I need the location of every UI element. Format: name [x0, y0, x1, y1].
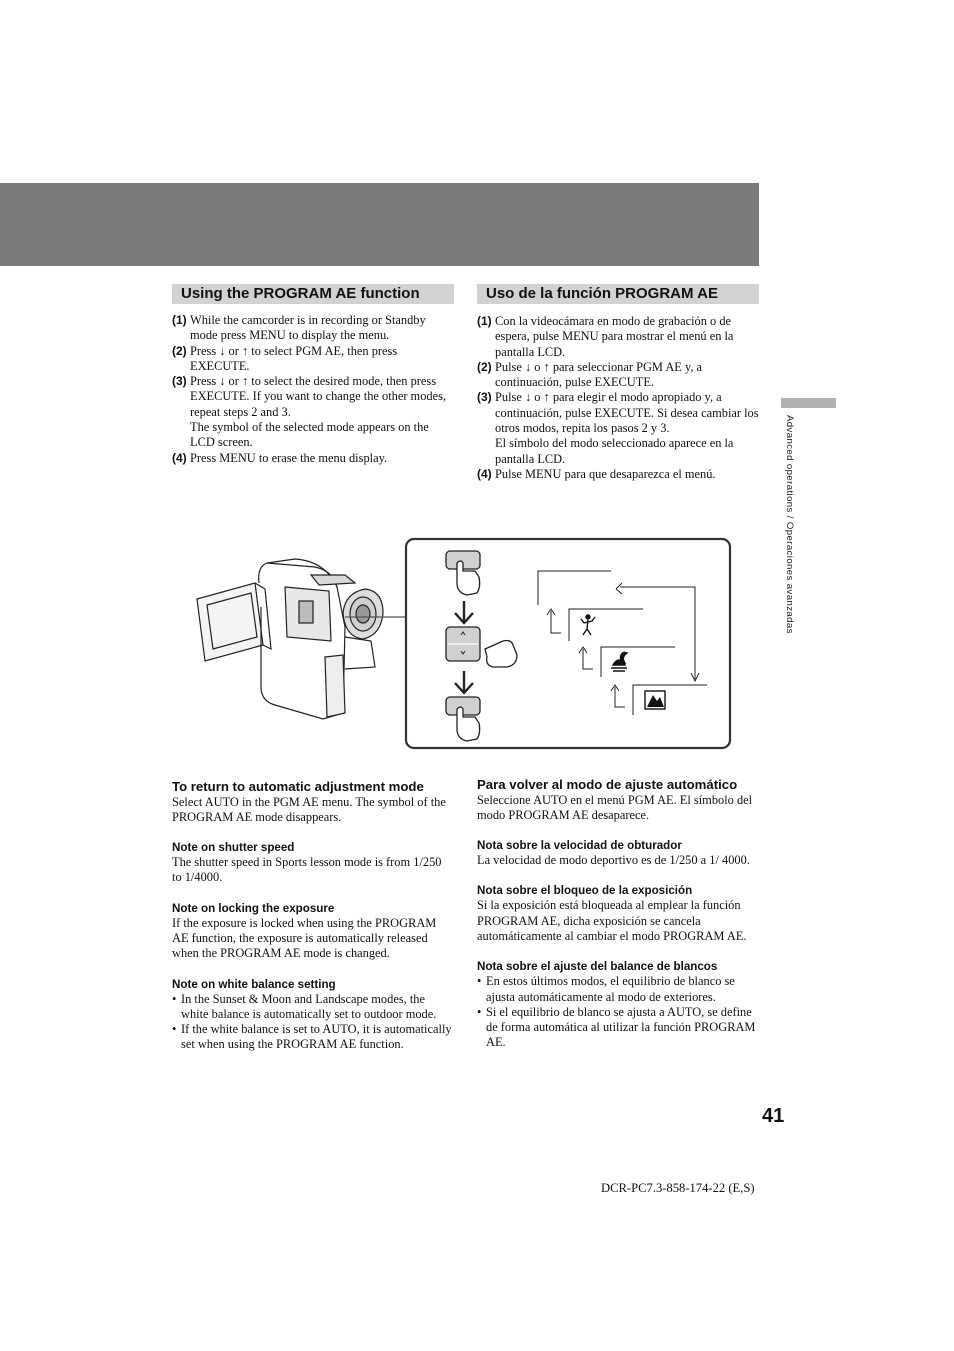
return-text: Seleccione AUTO en el menú PGM AE. El símbolo del modo PROGRAM AE desaparece.: [477, 792, 753, 822]
note-lock-heading: Nota sobre el bloqueo de la exposición: [477, 884, 693, 898]
step-item: (1) While the camcorder is in recording or Standby mode press MENU to display the menu.: [172, 313, 426, 343]
note-wb-heading: Note on white balance setting: [172, 977, 336, 991]
return-text: Select AUTO in the PGM AE menu. The symbol of the PROGRAM AE mode disappears.: [172, 794, 446, 824]
list-item: • Si el equilibrio de blanco se ajusta a AUTO, se define de forma automática al utilizar la función PROGRAM AE.: [477, 1005, 759, 1051]
spanish-notes: [477, 777, 759, 1051]
note-shutter-text: The shutter speed in Sports lesson mode is from 1/250 to 1/4000.: [172, 855, 442, 885]
english-column: [172, 284, 454, 466]
list-item: • In the Sunset & Moon and Landscape modes, the white balance is automatically set to outdoor mode.: [172, 992, 454, 1023]
english-heading: Using the PROGRAM AE function: [172, 284, 454, 304]
spanish-steps: [477, 314, 759, 482]
step-item: (1) Con la videocámara en modo de grabación o de espera, pulse MENU para mostrar el menú en la pantalla LCD.: [477, 314, 734, 359]
list-item: • En estos últimos modos, el equilibrio de blanco se ajusta automáticamente al modo de exteriores.: [477, 974, 759, 1005]
side-label: Advanced operations / Operaciones avanzadas: [784, 415, 795, 634]
landscape-icon: [645, 691, 665, 709]
note-wb-heading: Nota sobre el ajuste del balance de blancos: [477, 960, 718, 974]
english-steps: [172, 313, 454, 466]
page-number: 41: [762, 1105, 785, 1127]
spanish-column: [477, 284, 759, 482]
note-shutter-heading: Note on shutter speed: [172, 841, 295, 855]
spanish-heading: Uso de la función PROGRAM AE: [477, 284, 759, 304]
procedure-figure: [195, 537, 735, 753]
note-shutter-heading: Nota sobre la velocidad de obturador: [477, 839, 682, 853]
list-item: • If the white balance is set to AUTO, it is automatically set when using the PROGRAM AE function.: [172, 1022, 454, 1053]
step-item: (3) Press ↓ or ↑ to select the desired mode, then press EXECUTE. If you want to change the other modes, repeat steps 2 and 3. The symbol of the selected mode appears on the LCD screen.: [172, 374, 447, 450]
note-lock-text: If the exposure is locked when using the PROGRAM AE function, the exposure is automatically released when the PROGRAM AE mode is changed.: [172, 915, 437, 961]
return-heading: Para volver al modo de ajuste automático: [477, 777, 738, 792]
step-item: (4) Pulse MENU para que desaparezca el menú.: [477, 466, 716, 481]
return-heading: To return to automatic adjustment mode: [172, 779, 424, 794]
step-item: (4) Press MENU to erase the menu display.: [172, 450, 388, 465]
side-tab-bar: [781, 398, 836, 408]
note-lock-heading: Note on locking the exposure: [172, 901, 335, 915]
top-banner: [0, 183, 759, 266]
step-item: (3) Pulse ↓ o ↑ para elegir el modo apropiado y, a continuación, pulse EXECUTE. Si desea cambiar los otros modos, repita los pasos 2 y 3. El símbolo del modo seleccionado aparece en la pantalla LCD.: [477, 390, 759, 466]
english-notes: [172, 779, 454, 1053]
note-lock-text: Si la exposición está bloqueada al emplear la función PROGRAM AE, dicha exposición se cancela automáticamente al cambiar el modo PROGRAM AE.: [477, 898, 747, 943]
note-wb-list: [477, 974, 759, 1050]
note-wb-list: [172, 992, 454, 1053]
note-shutter-text: La velocidad de modo deportivo es de 1/250 a 1/ 4000.: [477, 853, 750, 868]
step-item: (2) Pulse ↓ o ↑ para seleccionar PGM AE y, a continuación, pulse EXECUTE.: [477, 359, 703, 390]
model-code: DCR-PC7.3-858-174-22 (E,S): [601, 1181, 755, 1195]
camcorder-illustration: [197, 559, 405, 719]
step-item: (2) Press ↓ or ↑ to select PGM AE, then press EXECUTE.: [172, 343, 398, 373]
